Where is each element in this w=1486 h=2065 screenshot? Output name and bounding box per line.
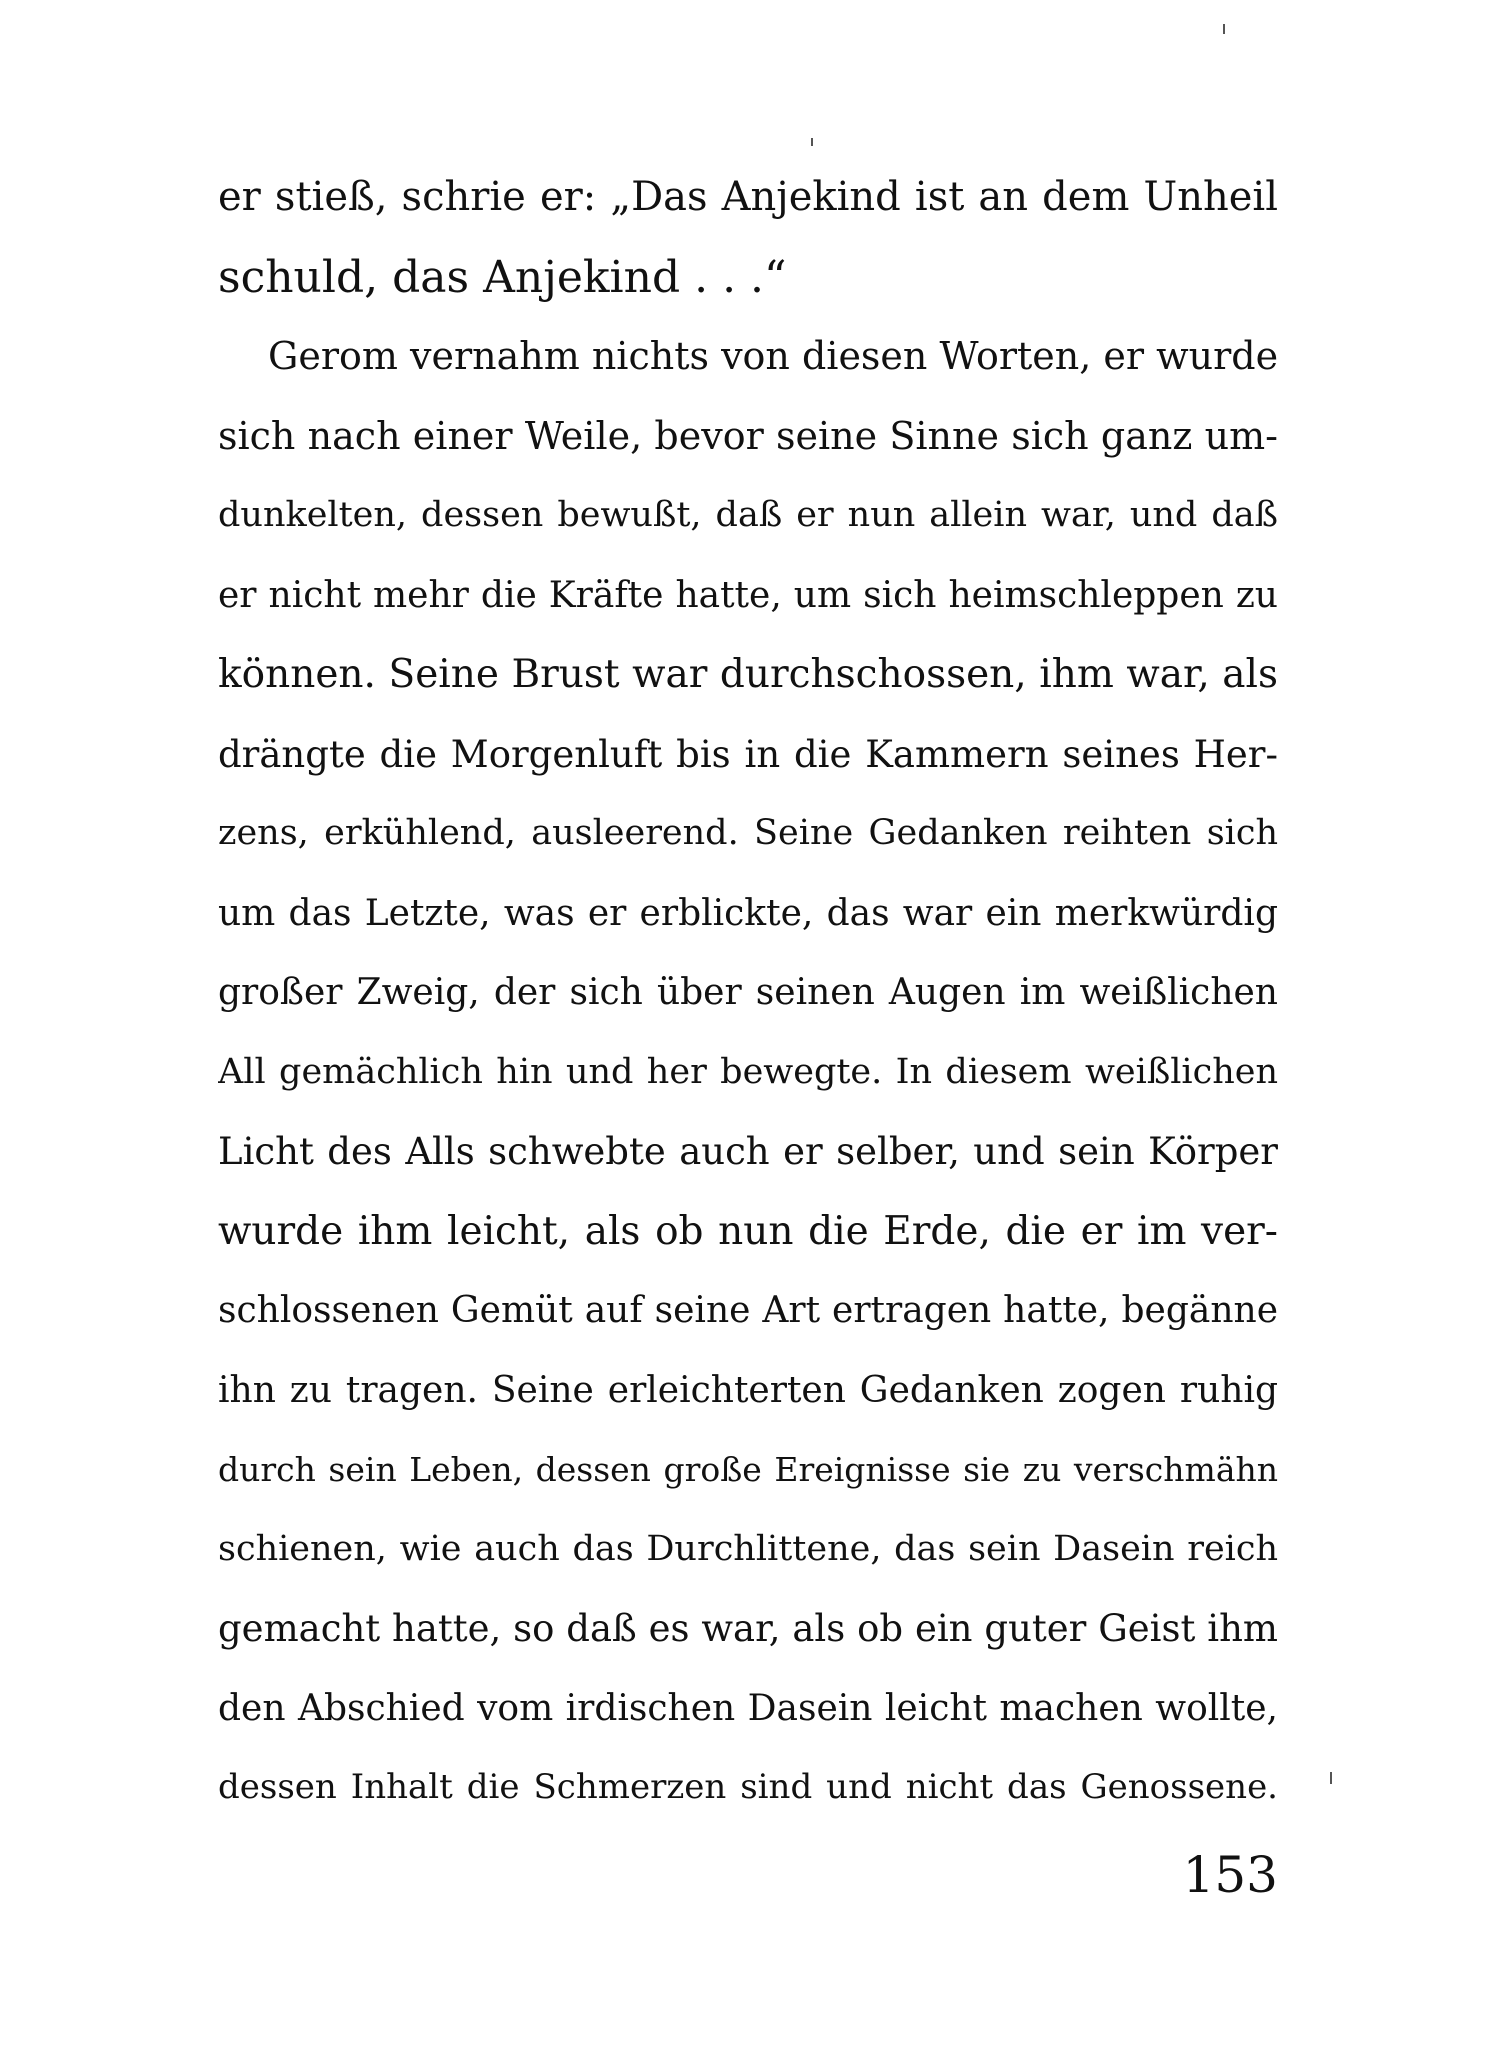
text-line: drängte die Morgenluft bis in die Kammern seines Her- — [218, 732, 1278, 776]
text-line: er nicht mehr die Kräfte hatte, um sich heimschleppen zu — [218, 574, 1278, 616]
text-line: dessen Inhalt die Schmerzen sind und nicht das Genossene. — [218, 1767, 1278, 1807]
print-speck — [1330, 1772, 1332, 1784]
text-line: schlossenen Gemüt auf seine Art ertragen hatte, begänne — [218, 1290, 1278, 1331]
text-line: schienen, wie auch das Durchlittene, das sein Dasein reich — [218, 1528, 1278, 1569]
text-line: er stieß, schrie er: „Das Anjekind ist an dem Unheil — [218, 174, 1278, 220]
text-line: schuld, das Anjekind . . .“ — [218, 251, 787, 303]
page-number: 153 — [1182, 1846, 1278, 1904]
text-line: Gerom vernahm nichts von diesen Worten, er wurde — [268, 334, 1278, 378]
text-line: gemacht hatte, so daß es war, als ob ein guter Geist ihm — [218, 1607, 1278, 1650]
print-speck — [811, 138, 813, 146]
text-line: wurde ihm leicht, als ob nun die Erde, die er im ver- — [218, 1208, 1278, 1254]
text-line: sich nach einer Weile, bevor seine Sinne sich ganz um- — [218, 413, 1278, 458]
text-line: zens, erkühlend, ausleerend. Seine Gedanken reihten sich — [218, 813, 1278, 853]
text-line: All gemächlich hin und her bewegte. In diesem weißlichen — [218, 1051, 1278, 1092]
text-line: großer Zweig, der sich über seinen Augen im weißlichen — [218, 972, 1278, 1013]
text-line: um das Letzte, was er erblickte, das war ein merkwürdig — [218, 892, 1278, 934]
text-line: können. Seine Brust war durchschossen, ihm war, als — [218, 652, 1278, 697]
text-line: dunkelten, dessen bewußt, daß er nun allein war, und daß — [218, 495, 1278, 535]
text-line: den Abschied vom irdischen Dasein leicht machen wollte, — [218, 1687, 1278, 1729]
text-line: Licht des Alls schwebte auch er selber, und sein Körper — [218, 1130, 1278, 1173]
print-speck — [1223, 24, 1225, 34]
text-line: ihn zu tragen. Seine erleichterten Gedanken zogen ruhig — [218, 1369, 1278, 1411]
body-text — [218, 158, 1278, 1828]
text-line: durch sein Leben, dessen große Ereignisse sie zu verschmähn — [218, 1450, 1278, 1489]
